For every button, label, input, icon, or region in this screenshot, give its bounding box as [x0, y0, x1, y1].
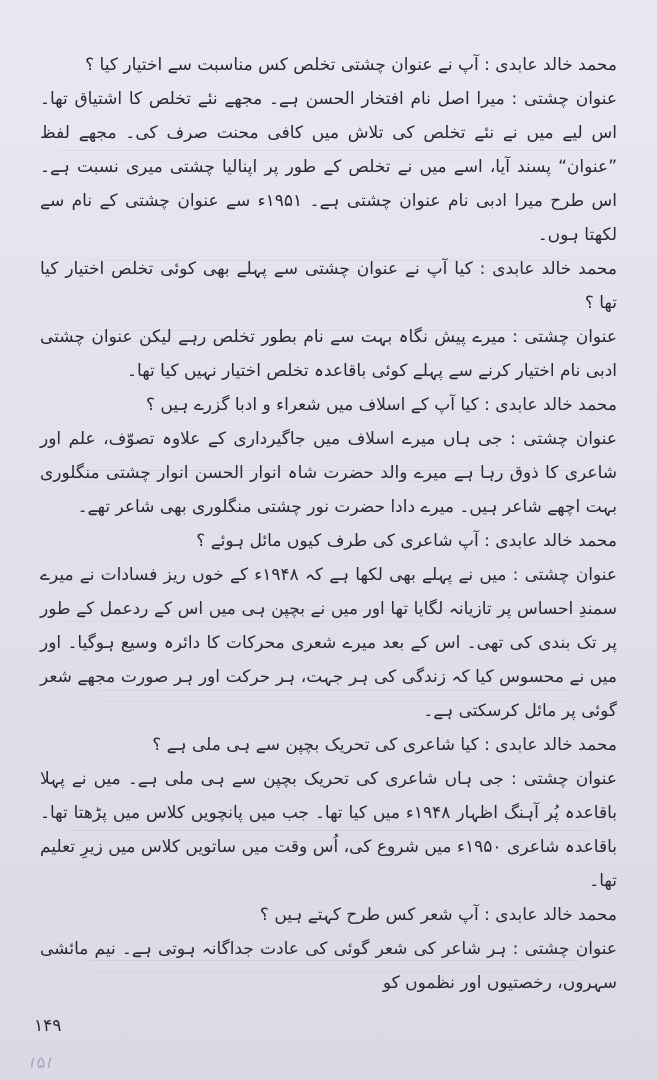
question-1: محمد خالد عابدی : آپ نے عنوان چشتی تخلص کس مناسبت سے اختیار کیا ؟ [85, 55, 617, 75]
question-4: محمد خالد عابدی : آپ شاعری کی طرف کیوں مائل ہوئے ؟ [196, 531, 617, 551]
question-5: محمد خالد عابدی : کیا شاعری کی تحریک بچپن سے ہی ملی ہے ؟ [152, 735, 617, 755]
question-2: محمد خالد عابدی : کیا آپ نے عنوان چشتی سے پہلے بھی کوئی تخلص اختیار کیا تھا ؟ [40, 259, 617, 313]
answer-2: عنوان چشتی : میرے پیش نگاہ بہت سے نام بطور تخلص رہے لیکن عنوان چشتی ادبی نام اختیار کرنے سے پہلے کوئی باقاعدہ تخلص اختیار نہیں کیا تھا۔ [40, 327, 617, 381]
interview-text [40, 48, 617, 1000]
question-6: محمد خالد عابدی : آپ شعر کس طرح کہتے ہیں ؟ [259, 905, 617, 925]
reverse-page-number: ۱۵۱ [28, 1053, 54, 1072]
page-number: ۱۴۹ [34, 1016, 62, 1036]
answer-3: عنوان چشتی : جی ہاں میرے اسلاف میں جاگیرداری کے علاوہ تصوّف، علم اور شاعری کا ذوق رہا ہے میرے والد حضرت شاہ انوار الحسن انوار چشتی منگلوری بہت اچھے شاعر ہیں۔ میرے دادا حضرت نور چشتی منگلوری بھی شاعر تھے۔ [40, 429, 617, 517]
answer-5: عنوان چشتی : جی ہاں شاعری کی تحریک بچپن سے ہی ملی ہے۔ میں نے پہلا باقاعدہ پُر آہنگ اظہار ۱۹۴۸ء میں کیا تھا۔ جب میں پانچویں کلاس میں پڑھتا تھا۔ باقاعدہ شاعری ۱۹۵۰ء میں شروع کی، اُس وقت میں ساتویں کلاس میں زیرِ تعلیم تھا۔ [40, 769, 617, 891]
answer-4: عنوان چشتی : میں نے پہلے بھی لکھا ہے کہ ۱۹۴۸ء کے خوں ریز فسادات نے میرے سمندِ احساس پر تازیانہ لگایا تھا اور میں نے بچپن ہی میں اس کے ردعمل کے طور پر تک بندی کی تھی۔ اس کے بعد میرے شعری محرکات کا دائرہ وسیع ہوگیا۔ اور میں نے محسوس کیا کہ زندگی کی ہر جہت، ہر حرکت اور ہر صورت مجھے شعر گوئی پر مائل کرسکتی ہے۔ [40, 565, 617, 721]
question-3: محمد خالد عابدی : کیا آپ کے اسلاف میں شعراء و ادبا گزرے ہیں ؟ [145, 395, 617, 415]
answer-6: عنوان چشتی : ہر شاعر کی شعر گوئی کی عادت جداگانہ ہوتی ہے۔ نیم مائشی سہروں، رخصتیوں اور نظموں کو [40, 939, 617, 993]
answer-1: عنوان چشتی : میرا اصل نام افتخار الحسن ہے۔ مجھے نئے تخلص کا اشتیاق تھا۔ اس لیے میں نے نئے تخلص کی تلاش میں کافی محنت صرف کی۔ مجھے لفظ ”عنوان“ پسند آیا، اسے میں نے تخلص کے طور پر اپنالیا چشتی میری نسبت ہے۔ اس طرح میرا ادبی نام عنوان چشتی ہے۔ ۱۹۵۱ء سے عنوان چشتی کے نام سے لکھتا ہوں۔ [40, 89, 617, 245]
